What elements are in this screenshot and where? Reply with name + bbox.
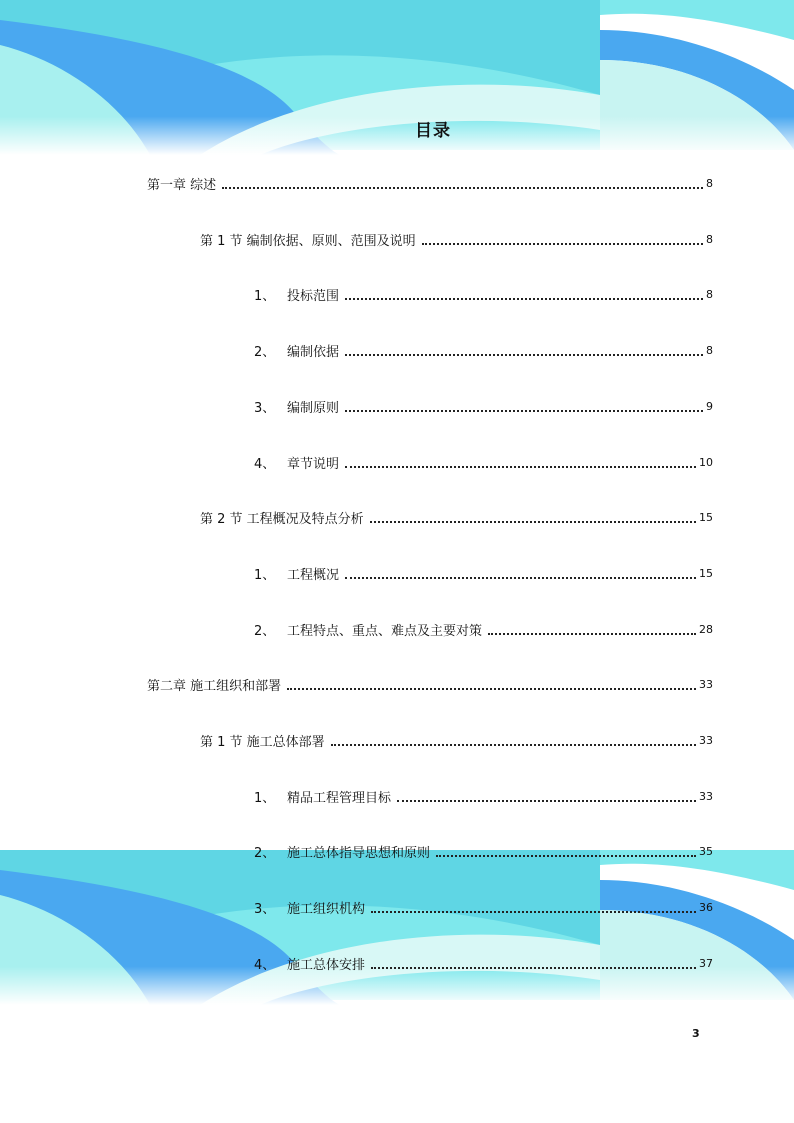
toc-dot-leader — [345, 466, 696, 468]
toc-entry[interactable] — [254, 396, 713, 416]
toc-dot-leader — [287, 688, 696, 690]
toc-dot-leader — [488, 633, 696, 635]
toc-entry-page: 28 — [699, 622, 713, 636]
toc-dot-leader — [345, 577, 696, 579]
footer-banner — [0, 850, 794, 1005]
toc-entry[interactable] — [254, 841, 713, 861]
toc-entry[interactable] — [254, 563, 713, 583]
toc-entry-number: 1、 — [254, 567, 276, 583]
toc-entry-page: 8 — [706, 232, 713, 246]
toc-entry-page: 33 — [699, 789, 713, 803]
toc-entry-page: 10 — [699, 455, 713, 469]
toc-entry[interactable] — [254, 897, 713, 917]
toc-entry[interactable] — [254, 619, 713, 639]
toc-dot-leader — [222, 187, 703, 189]
toc-entry-label: 第二章 施工组织和部署 — [147, 678, 282, 694]
toc-entry-page: 15 — [699, 510, 713, 524]
toc-entry-number: 4、 — [254, 957, 276, 973]
toc-entry-page: 33 — [699, 733, 713, 747]
toc-entry-label: 精品工程管理目标 — [287, 790, 392, 806]
toc-entry-label: 工程概况 — [287, 567, 340, 583]
toc-entry[interactable] — [200, 730, 713, 750]
toc-entry-number: 3、 — [254, 901, 276, 917]
page-number: 3 — [692, 1027, 700, 1040]
toc-dot-leader — [331, 744, 696, 746]
toc-entry-page: 36 — [699, 900, 713, 914]
toc-dot-leader — [345, 354, 703, 356]
toc-title: 目录 — [415, 121, 451, 141]
toc-entry-page: 8 — [706, 176, 713, 190]
toc-dot-leader — [422, 243, 703, 245]
toc-entry-label: 章节说明 — [287, 456, 340, 472]
toc-entry[interactable] — [200, 507, 713, 527]
toc-entry-label: 工程特点、重点、难点及主要对策 — [287, 623, 483, 639]
toc-entry-label: 第一章 综述 — [147, 177, 217, 193]
toc-entry[interactable] — [254, 284, 713, 304]
toc-entry[interactable] — [254, 452, 713, 472]
toc-entry[interactable] — [200, 229, 713, 249]
toc-entry[interactable] — [254, 340, 713, 360]
toc-entry-number: 1、 — [254, 790, 276, 806]
toc-entry-page: 33 — [699, 677, 713, 691]
toc-entry-label: 施工总体安排 — [287, 957, 366, 973]
toc-entry[interactable] — [147, 173, 713, 193]
toc-entry-label: 投标范围 — [287, 288, 340, 304]
toc-entry-number: 2、 — [254, 623, 276, 639]
toc-dot-leader — [370, 521, 696, 523]
toc-entry-page: 9 — [706, 399, 713, 413]
toc-dot-leader — [371, 967, 696, 969]
toc-entry-number: 1、 — [254, 288, 276, 304]
toc-dot-leader — [397, 800, 696, 802]
toc-entry-label: 第 1 节 编制依据、原则、范围及说明 — [200, 233, 416, 249]
toc-entry-number: 2、 — [254, 845, 276, 861]
toc-dot-leader — [345, 298, 703, 300]
toc-entry-number: 3、 — [254, 400, 276, 416]
toc-entry-label: 施工组织机构 — [287, 901, 366, 917]
toc-entry-label: 编制依据 — [287, 344, 340, 360]
toc-entry-page: 8 — [706, 343, 713, 357]
toc-entry-label: 编制原则 — [287, 400, 340, 416]
toc-entry[interactable] — [254, 786, 713, 806]
toc-dot-leader — [436, 855, 696, 857]
toc-entry-label: 第 1 节 施工总体部署 — [200, 734, 325, 750]
toc-dot-leader — [345, 410, 703, 412]
toc-entry-label: 第 2 节 工程概况及特点分析 — [200, 511, 364, 527]
toc-entry-page: 8 — [706, 287, 713, 301]
toc-entry[interactable] — [147, 674, 713, 694]
toc-entry-page: 37 — [699, 956, 713, 970]
toc-entry-label: 施工总体指导思想和原则 — [287, 845, 431, 861]
toc-entry[interactable] — [254, 953, 713, 973]
toc-entry-page: 35 — [699, 844, 713, 858]
toc-entry-number: 2、 — [254, 344, 276, 360]
toc-entry-page: 15 — [699, 566, 713, 580]
toc-dot-leader — [371, 911, 696, 913]
toc-entry-number: 4、 — [254, 456, 276, 472]
footer-wave-graphic — [0, 850, 794, 1005]
